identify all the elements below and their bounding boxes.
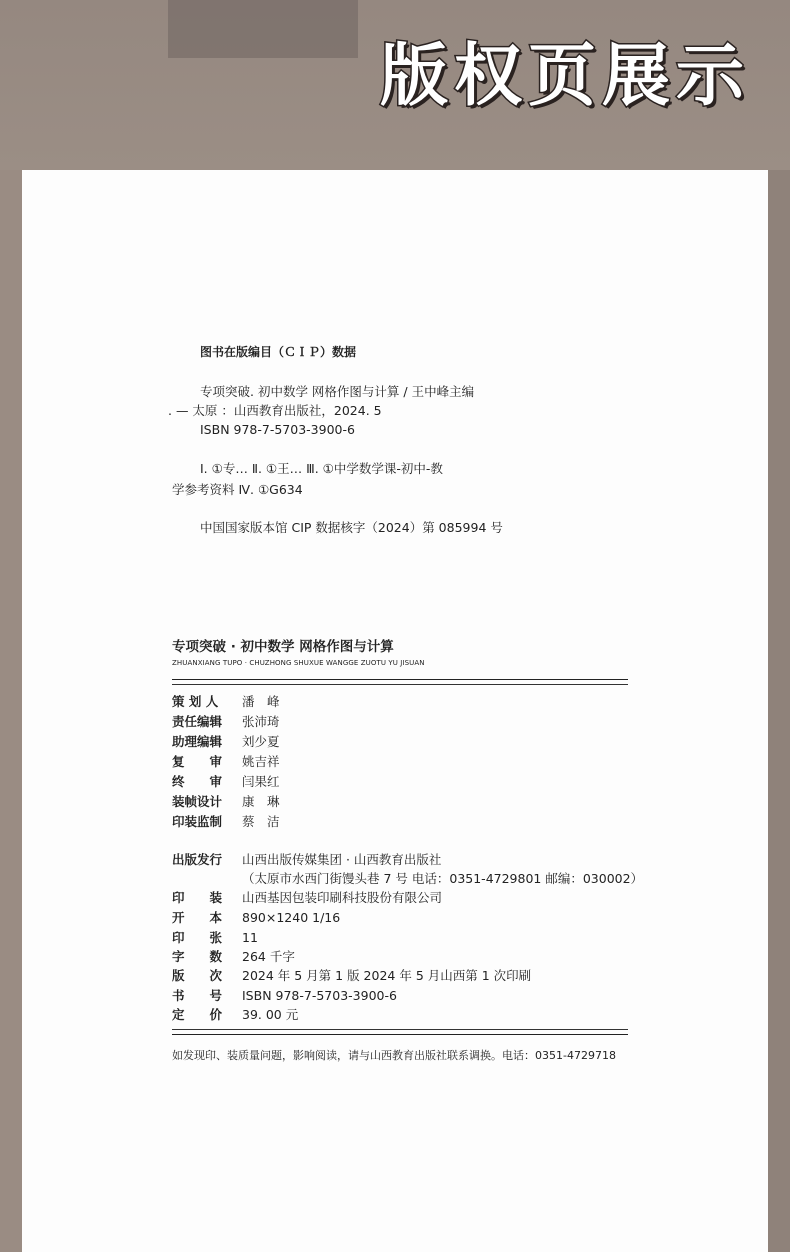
staff-label: 装帧设计: [172, 794, 223, 809]
detail-label: 开 本: [172, 910, 223, 925]
detail-label: 版 次: [172, 968, 223, 983]
quality-notice: 如发现印、装质量问题，影响阅读，请与山西教育出版社联系调换。电话：0351-4729718: [172, 1049, 616, 1062]
staff-label: 策 划 人: [172, 694, 219, 709]
cip-line-1: 专项突破. 初中数学 网格作图与计算 / 王中峰主编: [200, 384, 475, 399]
staff-label: 责任编辑: [172, 714, 223, 729]
detail-value: ISBN 978-7-5703-3900-6: [242, 988, 397, 1003]
staff-value: 张沛琦: [242, 714, 280, 729]
divider-top-1: [172, 679, 628, 680]
staff-label: 印装监制: [172, 814, 223, 829]
detail-label: 印 装: [172, 890, 223, 905]
banner-title: 版权页展示: [379, 37, 750, 116]
divider-bottom-1: [172, 1029, 628, 1030]
background-book-image: [168, 0, 358, 58]
staff-value: 刘少夏: [242, 734, 280, 749]
detail-label: 定 价: [172, 1007, 223, 1022]
staff-label: 终 审: [172, 774, 223, 789]
detail-value: 890×1240 1/16: [242, 910, 341, 925]
detail-value: 11: [242, 930, 258, 945]
staff-value: 蔡 洁: [242, 814, 280, 829]
detail-value: 2024 年 5 月第 1 版 2024 年 5 月山西第 1 次印刷: [242, 968, 532, 983]
book-title: 专项突破 · 初中数学 网格作图与计算: [172, 639, 394, 655]
staff-label: 助理编辑: [172, 734, 223, 749]
detail-value: 39. 00 元: [242, 1007, 299, 1022]
detail-value: 264 千字: [242, 949, 295, 964]
cip-line-2: . — 太原 ：山西教育出版社，2024. 5: [168, 403, 382, 418]
detail-value: 山西基因包装印刷科技股份有限公司: [242, 890, 443, 905]
cip-record-number: 中国国家版本馆 CIP 数据核字（2024）第 085994 号: [200, 520, 503, 535]
divider-top-2: [172, 684, 628, 685]
page-edge: [768, 170, 790, 1252]
cip-isbn: ISBN 978-7-5703-3900-6: [200, 422, 355, 437]
publisher-label: 出版发行: [172, 852, 223, 867]
detail-label: 字 数: [172, 949, 223, 964]
book-title-pinyin: ZHUANXIANG TUPO · CHUZHONG SHUXUE WANGGE ZUOTU YU JISUAN: [172, 659, 425, 667]
cip-classification-1: Ⅰ. ①专… Ⅱ. ①王… Ⅲ. ①中学数学课-初中-教: [200, 461, 443, 476]
staff-label: 复 审: [172, 754, 223, 769]
staff-value: 康 琳: [242, 794, 280, 809]
staff-value: 闫果红: [242, 774, 280, 789]
detail-label: 印 张: [172, 930, 223, 945]
cip-heading: 图书在版编目（ＣＩＰ）数据: [200, 345, 357, 359]
cip-classification-2: 学参考资料 Ⅳ. ①G634: [172, 482, 303, 497]
divider-bottom-2: [172, 1034, 628, 1035]
copyright-page: [22, 170, 768, 1252]
staff-value: 潘 峰: [242, 694, 280, 709]
publisher-value: 山西出版传媒集团 · 山西教育出版社: [242, 852, 442, 867]
staff-value: 姚吉祥: [242, 754, 280, 769]
publisher-address: （太原市水西门街馒头巷 7 号 电话：0351-4729801 邮编：030002）: [242, 871, 644, 886]
detail-label: 书 号: [172, 988, 223, 1003]
